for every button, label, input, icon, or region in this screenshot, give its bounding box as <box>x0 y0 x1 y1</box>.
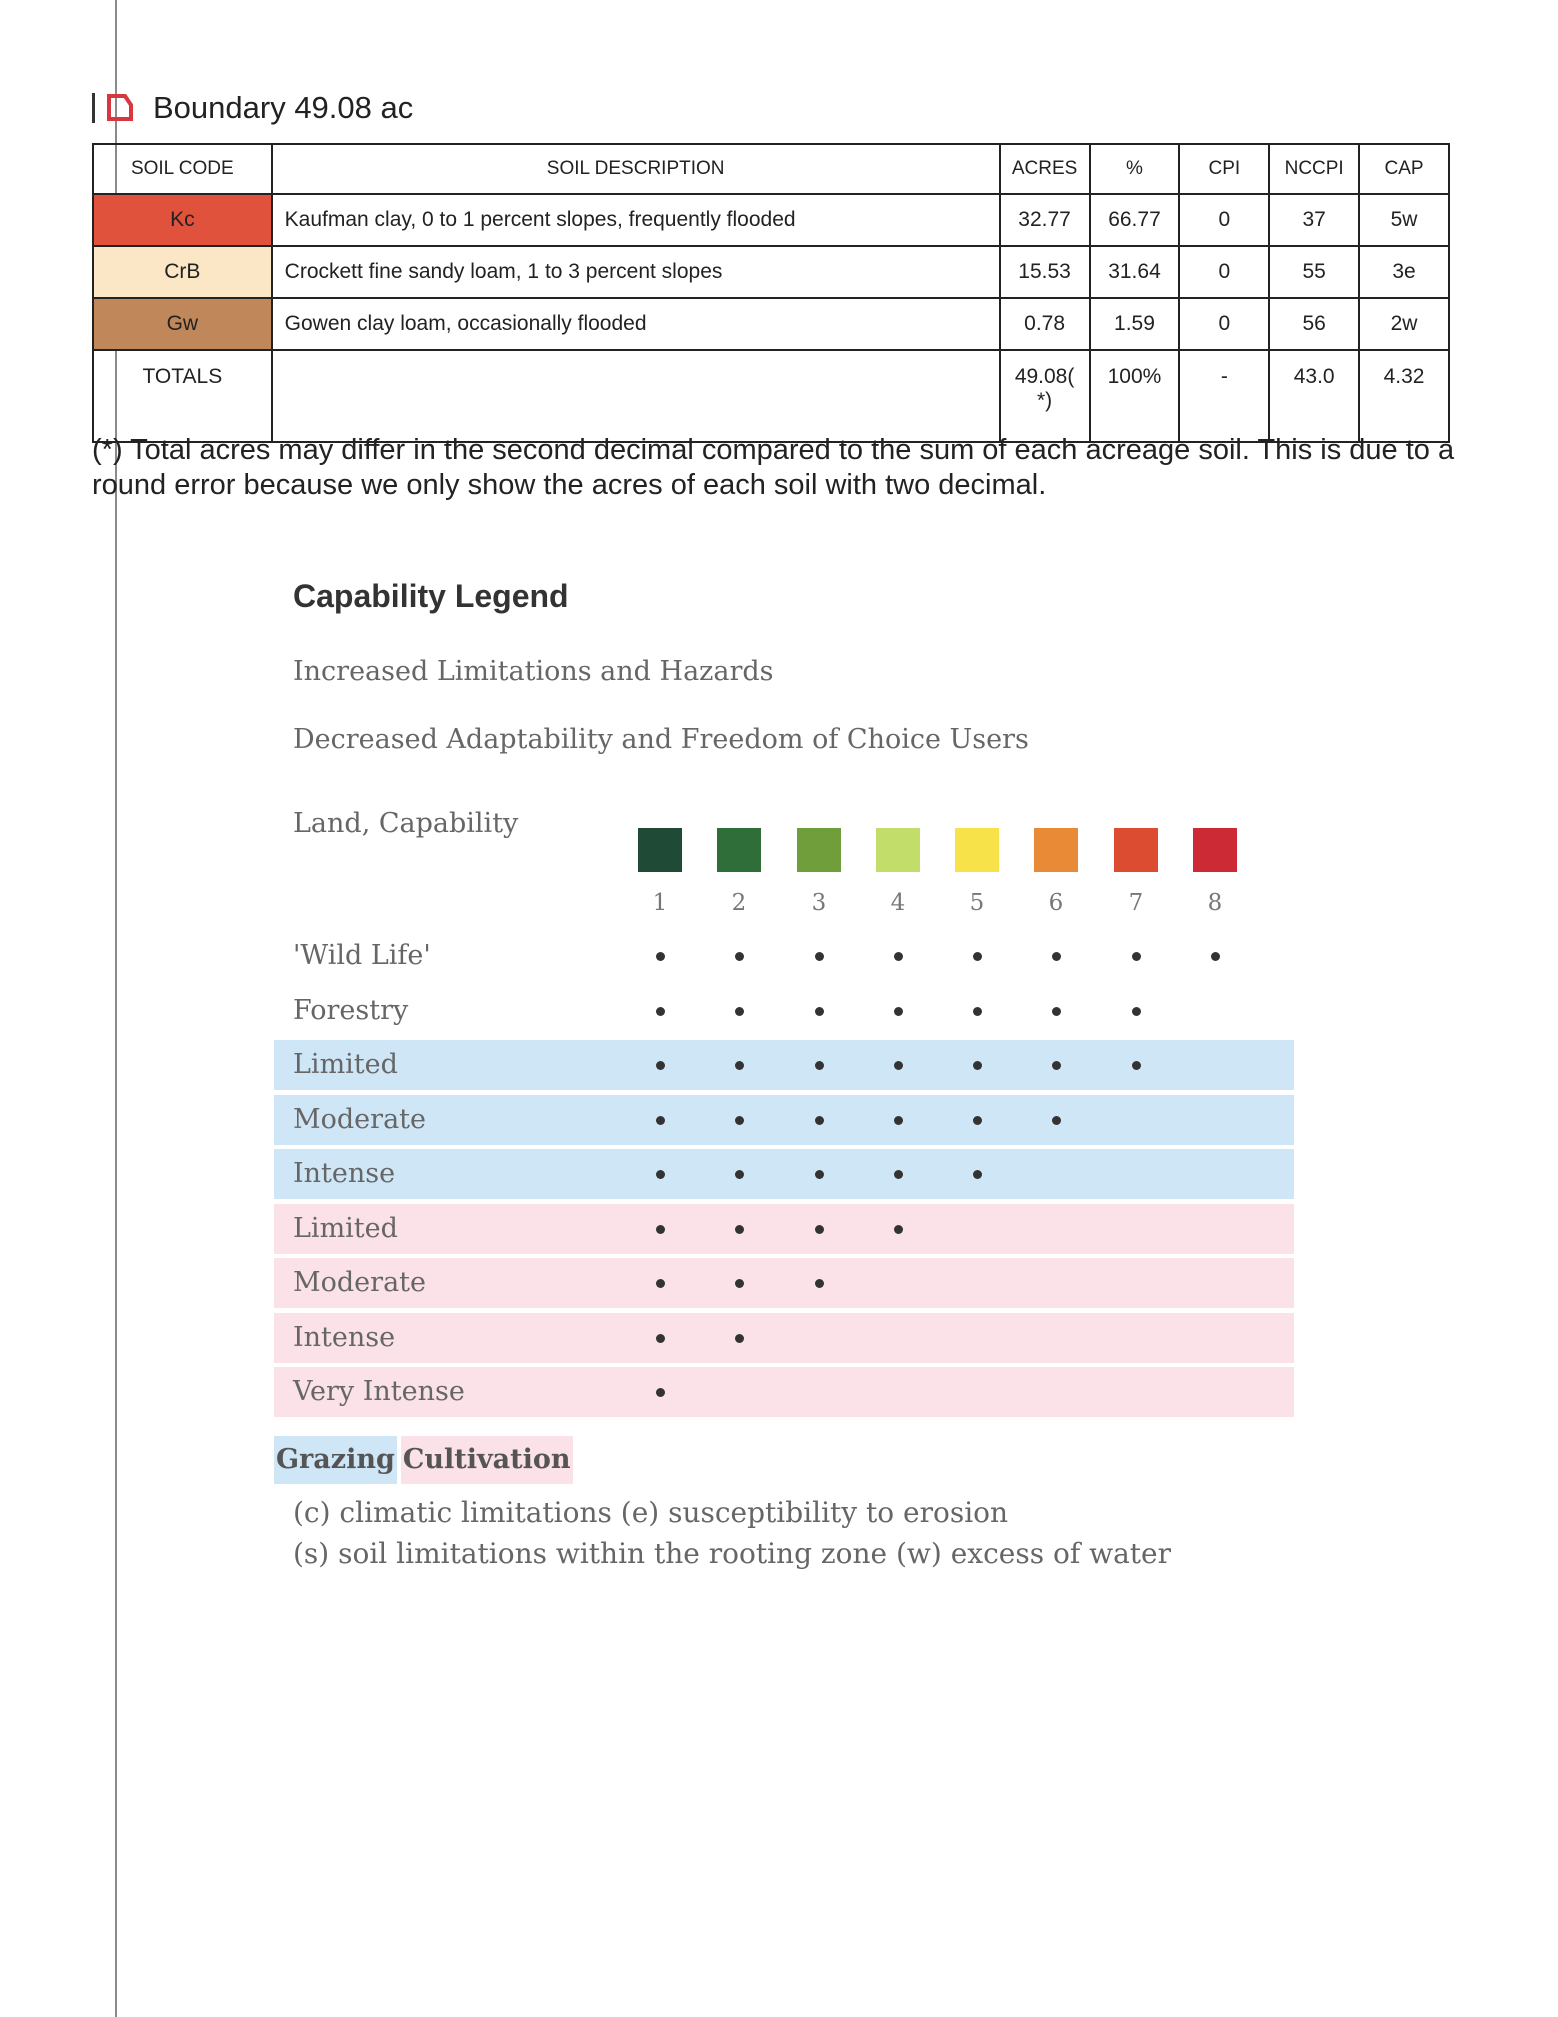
capability-dot <box>1052 1007 1061 1016</box>
legend-row-label: Limited <box>293 1049 398 1080</box>
boundary-header <box>92 88 413 128</box>
boundary-title: Boundary 49.08 ac <box>153 90 414 125</box>
capability-dot <box>735 1334 744 1343</box>
rounding-note: (*) Total acres may differ in the second decimal compared to the sum of each acreage soil. This is due to a round error because we only show the acres of each soil with two decimal. <box>92 434 1455 501</box>
acres-cell: 32.77 <box>1000 194 1090 246</box>
soil-code-cell: Gw <box>93 298 272 350</box>
capability-dot <box>894 1225 903 1234</box>
soil-table <box>92 143 1450 443</box>
totals-label: TOTALS <box>93 350 272 442</box>
capability-dot <box>815 1007 824 1016</box>
class-5-number: 5 <box>969 890 985 916</box>
capability-dot <box>973 1061 982 1070</box>
table-row <box>93 246 1449 298</box>
grazing-band <box>274 1040 1294 1090</box>
class-1-number: 1 <box>652 890 668 916</box>
capability-dot <box>735 1225 744 1234</box>
capability-dot <box>894 1007 903 1016</box>
capability-dot <box>815 1061 824 1070</box>
totals-percent: 100% <box>1090 350 1180 442</box>
abbreviation-line-2: (s) soil limitations within the rooting zone (w) excess of water <box>293 1537 1171 1570</box>
capability-dot <box>894 1061 903 1070</box>
class-2-number: 2 <box>731 890 747 916</box>
table-row <box>93 298 1449 350</box>
capability-dot <box>815 1170 824 1179</box>
capability-dot <box>735 952 744 961</box>
capability-dot <box>656 1388 665 1397</box>
soil-code-cell: Kc <box>93 194 272 246</box>
class-4-swatch <box>876 828 920 872</box>
totals-cpi: - <box>1179 350 1269 442</box>
header-acres: ACRES <box>1000 144 1090 194</box>
capability-dot <box>735 1061 744 1070</box>
percent-cell: 31.64 <box>1090 246 1180 298</box>
capability-dot <box>1132 1007 1141 1016</box>
legend-row-label: Forestry <box>293 995 409 1026</box>
legend-row-label: Very Intense <box>293 1376 465 1407</box>
capability-dot <box>973 1170 982 1179</box>
capability-dot <box>735 1170 744 1179</box>
class-8-swatch <box>1193 828 1237 872</box>
nccpi-cell: 55 <box>1269 246 1359 298</box>
soil-description-cell: Gowen clay loam, occasionally flooded <box>272 298 1000 350</box>
cultivation-band <box>274 1258 1294 1308</box>
legend-row-label: Intense <box>293 1158 396 1189</box>
legend-line-adaptability: Decreased Adaptability and Freedom of Choice Users <box>293 724 1029 755</box>
totals-acres-line1: 49.08( <box>1014 365 1075 388</box>
cpi-cell: 0 <box>1179 298 1269 350</box>
capability-dot <box>1052 1061 1061 1070</box>
boundary-polygon-icon <box>105 93 135 123</box>
capability-dot <box>973 1116 982 1125</box>
header-cpi: CPI <box>1179 144 1269 194</box>
capability-dot <box>656 1007 665 1016</box>
cultivation-band <box>274 1204 1294 1254</box>
table-header-row <box>93 144 1449 194</box>
grazing-band <box>274 1149 1294 1199</box>
cpi-cell: 0 <box>1179 246 1269 298</box>
percent-cell: 1.59 <box>1090 298 1180 350</box>
capability-dot <box>894 1170 903 1179</box>
cultivation-label: Cultivation <box>401 1436 573 1484</box>
abbreviation-line-1: (c) climatic limitations (e) susceptibility to erosion <box>293 1496 1009 1529</box>
capability-dot <box>656 1116 665 1125</box>
header-soil-description: SOIL DESCRIPTION <box>272 144 1000 194</box>
totals-nccpi: 43.0 <box>1269 350 1359 442</box>
capability-dot <box>1211 952 1220 961</box>
totals-cap: 4.32 <box>1359 350 1449 442</box>
capability-dot <box>735 1279 744 1288</box>
legend-row-label: Moderate <box>293 1267 426 1298</box>
class-1-swatch <box>638 828 682 872</box>
cultivation-band <box>274 1313 1294 1363</box>
capability-dot <box>656 1170 665 1179</box>
percent-cell: 66.77 <box>1090 194 1180 246</box>
header-divider <box>92 93 95 123</box>
header-percent: % <box>1090 144 1180 194</box>
totals-description <box>272 350 1000 442</box>
class-3-number: 3 <box>811 890 827 916</box>
legend-row-label: Moderate <box>293 1104 426 1135</box>
legend-row-label: Intense <box>293 1322 396 1353</box>
capability-dot <box>656 1225 665 1234</box>
soil-description-cell: Crockett fine sandy loam, 1 to 3 percent slopes <box>272 246 1000 298</box>
class-4-number: 4 <box>890 890 906 916</box>
acres-cell: 15.53 <box>1000 246 1090 298</box>
capability-dot <box>735 1116 744 1125</box>
capability-dot <box>735 1007 744 1016</box>
legend-row-label: 'Wild Life' <box>293 940 431 971</box>
class-7-swatch <box>1114 828 1158 872</box>
totals-acres <box>1000 350 1090 442</box>
class-6-number: 6 <box>1048 890 1064 916</box>
capability-dot <box>815 1225 824 1234</box>
class-6-swatch <box>1034 828 1078 872</box>
acres-cell: 0.78 <box>1000 298 1090 350</box>
capability-dot <box>1132 952 1141 961</box>
capability-dot <box>656 952 665 961</box>
capability-dot <box>815 1116 824 1125</box>
header-nccpi: NCCPI <box>1269 144 1359 194</box>
cap-cell: 5w <box>1359 194 1449 246</box>
header-soil-code: SOIL CODE <box>93 144 272 194</box>
table-row <box>93 194 1449 246</box>
legend-line-limitations: Increased Limitations and Hazards <box>293 656 774 687</box>
header-cap: CAP <box>1359 144 1449 194</box>
class-3-swatch <box>797 828 841 872</box>
legend-title: Capability Legend <box>293 578 569 614</box>
capability-dot <box>894 1116 903 1125</box>
class-7-number: 7 <box>1128 890 1144 916</box>
capability-dot <box>1052 1116 1061 1125</box>
grazing-band <box>274 1095 1294 1145</box>
capability-dot <box>656 1334 665 1343</box>
cap-cell: 3e <box>1359 246 1449 298</box>
grazing-label: Grazing <box>274 1436 397 1484</box>
nccpi-cell: 37 <box>1269 194 1359 246</box>
capability-dot <box>815 952 824 961</box>
soil-description-cell: Kaufman clay, 0 to 1 percent slopes, frequently flooded <box>272 194 1000 246</box>
capability-dot <box>656 1279 665 1288</box>
class-5-swatch <box>955 828 999 872</box>
totals-row <box>93 350 1449 442</box>
land-capability-label: Land, Capability <box>293 808 519 839</box>
capability-dot <box>1052 952 1061 961</box>
cap-cell: 2w <box>1359 298 1449 350</box>
capability-dot <box>1132 1061 1141 1070</box>
soil-code-cell: CrB <box>93 246 272 298</box>
band-legend <box>274 1436 573 1484</box>
legend-row-label: Limited <box>293 1213 398 1244</box>
capability-dot <box>894 952 903 961</box>
totals-acres-line2: *) <box>1037 389 1053 412</box>
class-8-number: 8 <box>1207 890 1223 916</box>
capability-dot <box>973 1007 982 1016</box>
nccpi-cell: 56 <box>1269 298 1359 350</box>
cpi-cell: 0 <box>1179 194 1269 246</box>
capability-dot <box>656 1061 665 1070</box>
capability-dot <box>973 952 982 961</box>
capability-dot <box>815 1279 824 1288</box>
class-2-swatch <box>717 828 761 872</box>
